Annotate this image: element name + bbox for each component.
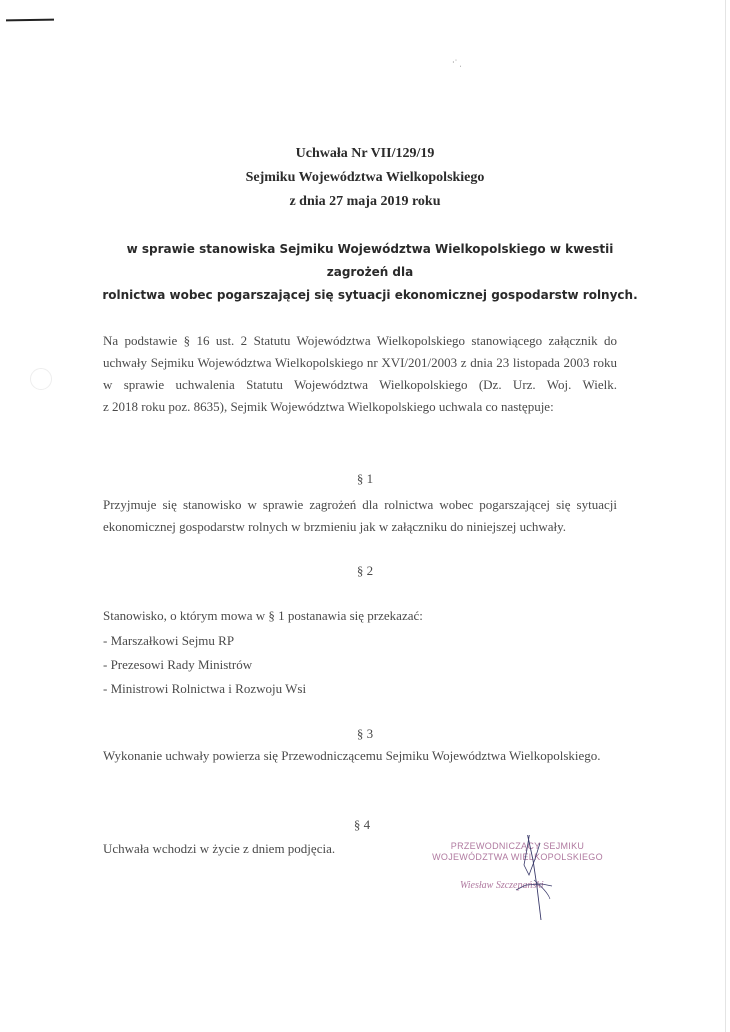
- preamble-line: uchwały Sejmiku Województwa Wielkopolskiego nr XVI/201/2003 z dnia 23 listopada 2003 roku: [103, 355, 617, 370]
- subject-line: w sprawie stanowiska Sejmiku Województwa Wielkopolskiego w kwestii zagrożeń dla: [126, 242, 614, 279]
- subject-line: rolnictwa wobec pogarszającej się sytuacji ekonomicznej gospodarstw rolnych.: [102, 288, 638, 302]
- scan-artifact-dot: ·˙ ˌ: [452, 58, 462, 67]
- preamble-line: w sprawie uchwalenia Statutu Województwa Wielkopolskiego (Dz. Urz. Woj. Wielk.: [103, 377, 617, 392]
- stamp-signatory-name: Wiesław Szczepański: [460, 880, 544, 891]
- preamble-line: z 2018 roku poz. 8635), Sejmik Województwa Wielkopolskiego uchwala co następuje:: [103, 399, 554, 414]
- section-2-mark: § 2: [356, 563, 374, 578]
- recipient-list-item: - Prezesowi Rady Ministrów: [103, 657, 253, 672]
- resolution-date: z dnia 27 maja 2019 roku: [289, 194, 441, 209]
- stamp-title-line: WOJEWÓDZTWA WIELKOPOLSKIEGO: [432, 852, 603, 862]
- section-1-mark: § 1: [356, 471, 374, 486]
- official-stamp: [430, 835, 605, 925]
- resolution-number: Uchwała Nr VII/129/19: [295, 146, 435, 161]
- section-2-intro: Stanowisko, o którym mowa w § 1 postanawia się przekazać:: [103, 608, 423, 623]
- handwritten-signature: [430, 835, 605, 925]
- section-1-line: ekonomicznej gospodarstw rolnych w brzmieniu jak w załączniku do niniejszej uchwały.: [103, 519, 567, 534]
- section-3-mark: § 3: [356, 726, 374, 741]
- section-1-line: Przyjmuje się stanowisko w sprawie zagrożeń dla rolnictwa wobec pogarszającej się sytuacji: [103, 497, 617, 512]
- section-3-text: Wykonanie uchwały powierza się Przewodniczącemu Sejmiku Województwa Wielkopolskiego.: [103, 748, 601, 763]
- preamble-line: Na podstawie § 16 ust. 2 Statutu Województwa Wielkopolskiego stanowiącego załącznik do: [103, 333, 617, 348]
- section-4-mark: § 4: [353, 817, 371, 832]
- recipient-list-item: - Ministrowi Rolnictwa i Rozwoju Wsi: [103, 681, 307, 696]
- resolution-subject: [95, 238, 645, 307]
- punch-hole: [30, 368, 52, 390]
- stamp-title-line: PRZEWODNICZĄCY SEJMIKU: [450, 841, 585, 851]
- issuing-body: Sejmiku Województwa Wielkopolskiego: [245, 170, 485, 185]
- preamble: [103, 330, 617, 418]
- section-1-text: [103, 494, 617, 538]
- section-4-text: Uchwała wchodzi w życie z dniem podjęcia.: [103, 841, 336, 856]
- recipient-list-item: - Marszałkowi Sejmu RP: [103, 633, 235, 648]
- scan-artifact-mark: [6, 19, 54, 22]
